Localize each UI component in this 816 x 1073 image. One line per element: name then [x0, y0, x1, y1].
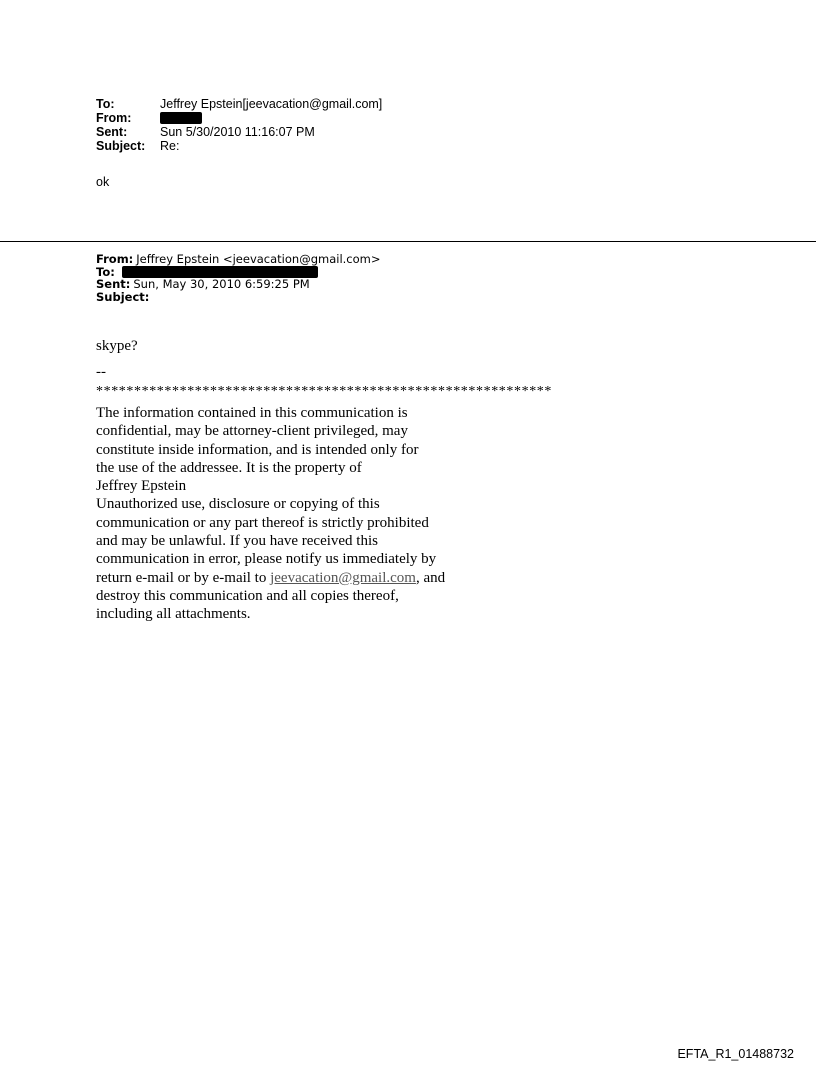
- disclaimer-line: communication in error, please notify us immediately by: [96, 551, 437, 568]
- email-body: ok: [96, 175, 110, 189]
- redaction-block: [160, 112, 202, 124]
- disclaimer-line: destroy this communication and all copies thereof,: [96, 587, 399, 604]
- quoted-sent-row: [96, 278, 381, 291]
- signature-dashes: --: [96, 364, 106, 380]
- quoted-from-row: [96, 253, 381, 266]
- sent-value: Sun 5/30/2010 11:16:07 PM: [160, 125, 315, 139]
- quoted-message: skype?: [96, 338, 138, 354]
- from-label: From:: [96, 111, 132, 125]
- quoted-from-label: From:: [96, 252, 134, 266]
- to-value: Jeffrey Epstein[jeevacation@gmail.com]: [160, 97, 383, 111]
- disclaimer-line: and may be unlawful. If you have received this: [96, 533, 378, 550]
- disclaimer-line: Unauthorized use, disclosure or copying of this: [96, 496, 380, 513]
- disclaimer-line: constitute inside information, and is intended only for: [96, 441, 419, 458]
- quoted-subject-row: [96, 291, 381, 304]
- disclaimer-line: including all attachments.: [96, 606, 251, 623]
- document-id: EFTA_R1_01488732: [677, 1047, 794, 1061]
- quoted-subject-label: Subject:: [96, 289, 150, 304]
- subject-row: [96, 139, 382, 153]
- disclaimer-line: [96, 569, 516, 587]
- subject-value: Re:: [160, 139, 180, 153]
- subject-label: Subject:: [96, 139, 146, 153]
- disclaimer-line: The information contained in this communication is: [96, 405, 408, 421]
- disclaimer-line: the use of the addressee. It is the property of: [96, 459, 362, 476]
- message-divider: [0, 241, 816, 242]
- quoted-header: [96, 253, 381, 303]
- to-row: [96, 97, 382, 111]
- disclaimer-text: , and: [415, 569, 446, 586]
- confidentiality-disclaimer: [96, 404, 516, 624]
- quoted-to-label: To:: [96, 264, 115, 279]
- email-header: [96, 97, 382, 153]
- disclaimer-line: Jeffrey Epstein: [96, 478, 187, 495]
- disclaimer-line: confidential, may be attorney-client privileged, may: [96, 423, 408, 440]
- redaction-block: [122, 266, 318, 278]
- email-link[interactable]: jeevacation@gmail.com: [270, 569, 416, 586]
- sent-label: Sent:: [96, 125, 128, 139]
- to-label: To:: [96, 97, 115, 111]
- disclaimer-line: communication or any part thereof is strictly prohibited: [96, 514, 429, 531]
- from-row: [96, 111, 382, 125]
- quoted-sent-value: Sun, May 30, 2010 6:59:25 PM: [133, 277, 310, 291]
- sent-row: [96, 125, 382, 139]
- disclaimer-text: return e-mail or by e-mail to: [96, 569, 271, 586]
- quoted-from-value: Jeffrey Epstein <jeevacation@gmail.com>: [136, 252, 381, 266]
- quoted-sent-label: Sent:: [96, 277, 131, 291]
- signature-stars: ************************************************************: [96, 384, 552, 399]
